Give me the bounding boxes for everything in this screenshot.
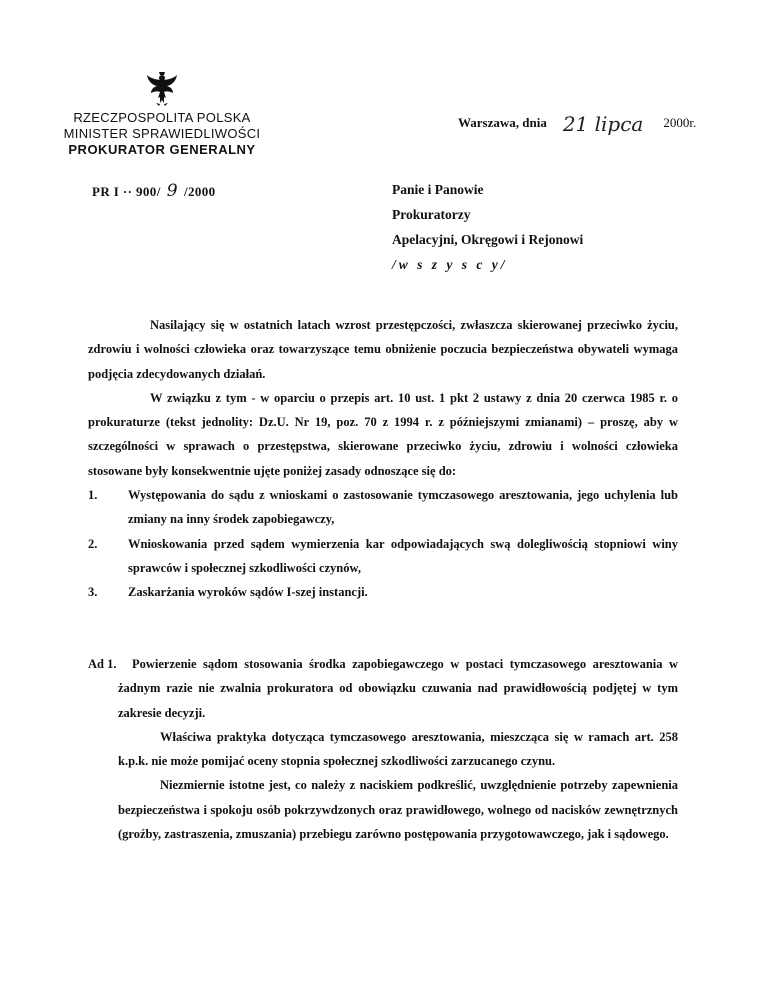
- list-text: Zaskarżania wyroków sądów I-szej instancji.: [128, 585, 368, 600]
- ad1-label: Ad 1.: [88, 657, 117, 671]
- eagle-emblem-icon: [146, 70, 178, 106]
- ad1-lead: [88, 652, 678, 725]
- list-number: 2.: [88, 536, 98, 551]
- institution-line: PROKURATOR GENERALNY: [68, 142, 256, 157]
- ad1-lead-text: Powierzenie sądom stosowania środka zapobiegawczego w postaci tymczasowego aresztowania w żadnym razie nie zwalnia prokuratora od obowiązku czuwania nad prawidłowością podjętej w tym zakresie decyzji.: [118, 657, 678, 720]
- reference-prefix: PR I ·· 900/: [92, 184, 161, 199]
- addressee-block: [392, 177, 583, 277]
- date-prefix: Warszawa, dnia: [458, 115, 547, 130]
- reference-handwritten: 9: [166, 181, 178, 201]
- body-paragraph: W związku z tym - w oparciu o przepis art. 10 ust. 1 pkt 2 ustawy z dnia 20 czerwca 1985 r. o prokuraturze (tekst jednolity: Dz.U. Nr 19, poz. 70 z 1994 r. z późniejszymi zmianami) – proszę, aby w szczególności w sprawach o przestępstwa, skierowane przeciwko życiu, zdrowiu i wolności człowieka stosowane były konsekwentnie ujęte poniżej zasady odnoszące się do:: [88, 390, 678, 478]
- date-line: [458, 112, 696, 136]
- list-item: [88, 483, 678, 532]
- list-text: Wnioskowania przed sądem wymierzenia kar odpowiadających swą dolegliwością stopniowi winy sprawców i społecznej szkodliwości czynów,: [128, 536, 678, 575]
- letter-body: [88, 313, 678, 605]
- addressee-line: Apelacyjni, Okręgowi i Rejonowi: [392, 232, 584, 247]
- institution-line: MINISTER SPRAWIEDLIWOŚCI: [63, 126, 261, 141]
- reference-number: [92, 181, 216, 201]
- date-year: 2000r.: [663, 115, 697, 130]
- list-item: [88, 532, 678, 581]
- addressee-line: Panie i Panowie: [392, 182, 484, 197]
- reference-suffix: /2000: [183, 184, 216, 199]
- principles-list: [88, 483, 678, 604]
- body-paragraph: Nasilający się w ostatnich latach wzrost przestępczości, zwłaszcza skierowanej przeciwko życiu, zdrowiu i wolności człowieka oraz towarzyszące temu obniżenie poczucia bezpieczeństwa obywateli wymaga podjęcia zdecydowanych działań.: [88, 318, 678, 381]
- institution-header: [52, 110, 272, 158]
- ad1-section: [88, 652, 678, 846]
- date-handwritten: 21 lipca: [562, 112, 644, 136]
- list-number: 3.: [88, 585, 98, 600]
- list-text: Występowania do sądu z wnioskami o zastosowanie tymczasowego aresztowania, jego uchylenia lub zmiany na inny środek zapobiegawczy,: [128, 488, 678, 527]
- institution-line: RZECZPOSPOLITA POLSKA: [73, 110, 251, 125]
- list-item: [88, 580, 678, 604]
- addressee-line: Prokuratorzy: [392, 207, 471, 222]
- addressee-line: /w s z y s c y/: [392, 257, 508, 272]
- list-number: 1.: [88, 488, 98, 503]
- ad1-paragraph: Niezmiernie istotne jest, co należy z naciskiem podkreślić, uwzględnienie potrzeby zapewnienia bezpieczeństwa i spokoju osób pokrzywdzonych oraz prawidłowego, wolnego od nacisków zewnętrznych (groźby, zastraszenia, zmuszania) przebiegu zarówno postępowania przygotowawczego, jak i sądowego.: [118, 778, 678, 842]
- ad1-paragraph: Właściwa praktyka dotycząca tymczasowego aresztowania, mieszcząca się w ramach art. 258 k.p.k. nie może pomijać oceny stopnia społecznej szkodliwości zarzucanego czynu.: [118, 729, 678, 769]
